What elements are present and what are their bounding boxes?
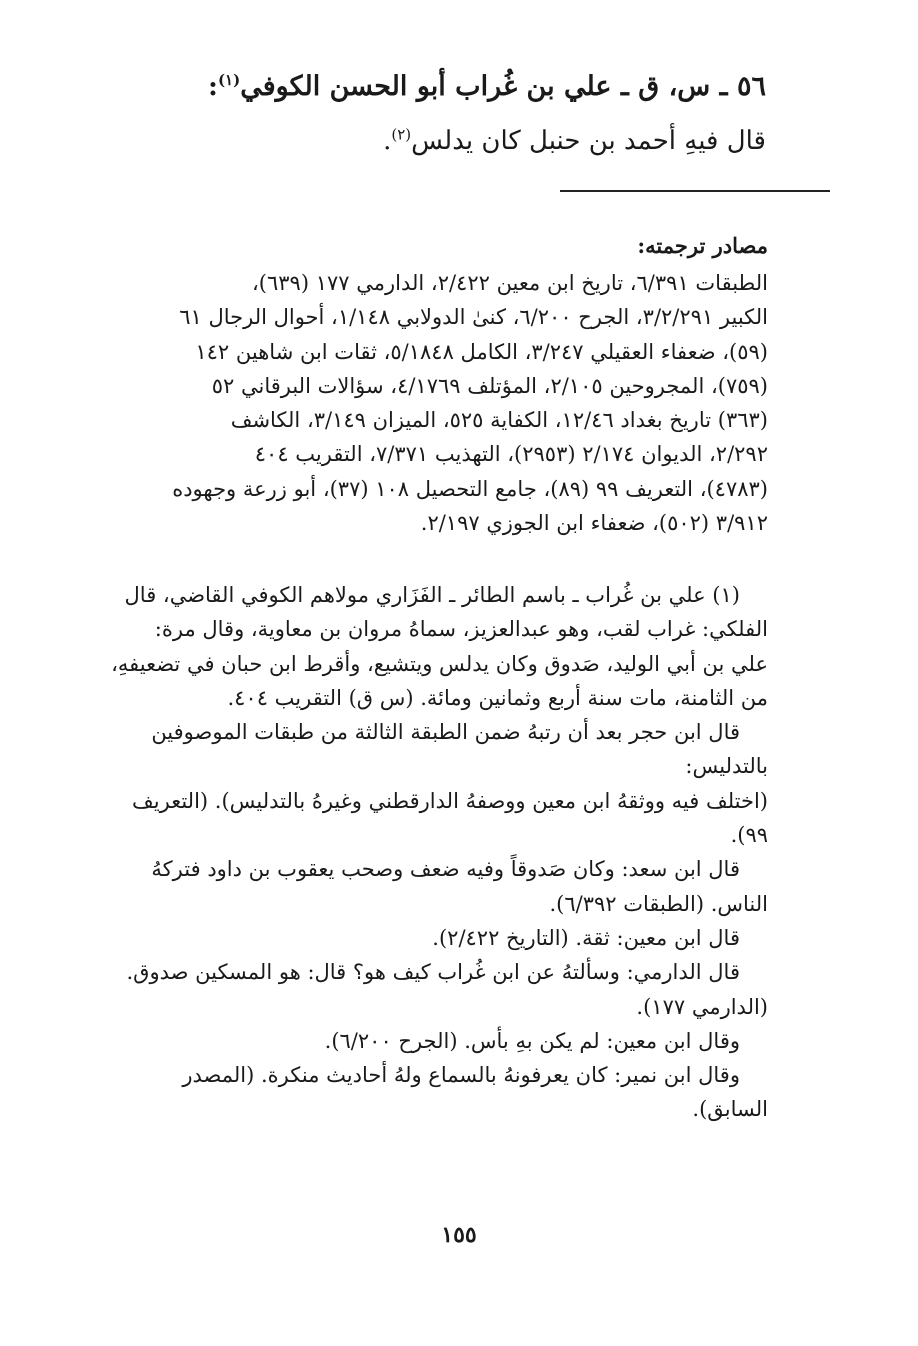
entry-heading-text: ٥٦ ـ س، ق ـ علي بن غُراب أبو الحسن الكوفي (240, 71, 766, 102)
footnote-line: (١) علي بن غُراب ـ باسم الطائر ـ الفَزَاري مولاهم الكوفي القاضي، قال (124, 583, 740, 607)
sources-list (78, 266, 768, 540)
sources-line: الكبير ٣/٢/٢٩١، الجرح ٦/٢٠٠، كنىٰ الدولابي ١/١٤٨، أحوال الرجال ٦١ (179, 305, 768, 330)
page-number: ١٥٥ (441, 1222, 477, 1248)
footnote-line: الناس. (الطبقات ٦/٣٩٢). (549, 891, 768, 916)
sources-line: (٣٦٣) تاريخ بغداد ١٢/٤٦، الكفاية ٥٢٥، الميزان ٣/١٤٩، الكاشف (230, 408, 768, 433)
entry-heading-suffix: : (207, 71, 218, 102)
footnote-line: السابق). (692, 1097, 768, 1122)
footnote-line: من الثامنة، مات سنة أربع وثمانين ومائة. (س ق) التقريب ٤٠٤. (227, 685, 768, 710)
sources-line: ٢/٢٩٢، الديوان ٢/١٧٤ (٢٩٥٣)، التهذيب ٧/٣٧١، التقريب ٤٠٤ (254, 442, 768, 467)
footnote-line: قال الدارمي: وسألتهُ عن ابن غُراب كيف هو؟ قال: هو المسكين صدوق. (126, 960, 740, 985)
sources-title: مصادر ترجمته: (637, 233, 768, 258)
entry-statement-suffix: . (383, 126, 392, 156)
sources-line: (٤٧٨٣)، التعريف ٩٩ (٨٩)، جامع التحصيل ١٠٨ (٣٧)، أبو زرعة وجهوده (172, 476, 768, 501)
footnote-line: (الدارمي ١٧٧). (636, 994, 768, 1019)
footnote-line: قال ابن حجر بعد أن رتبهُ ضمن الطبقة الثالثة من طبقات الموصوفين (151, 720, 740, 745)
footnote-line: وقال ابن معين: لم يكن بهِ بأس. (الجرح ٦/٢٠٠). (324, 1028, 740, 1053)
entry-statement (126, 124, 766, 158)
entry-statement-text: قال فيهِ أحمد بن حنبل كان يدلس (411, 126, 766, 156)
footnote-line: علي بن أبي الوليد، صَدوق وكان يدلس ويتشيع، وأقرط ابن حبان في تضعيفهِ، (111, 651, 768, 676)
footnote-line: الفلكي: غراب لقب، وهو عبدالعزيز، سماهُ مروان بن معاوية، وقال مرة: (154, 617, 768, 642)
footnote-line: (اختلف فيه ووثقهُ ابن معين ووصفهُ الدارقطني وغيرهُ بالتدليس). (التعريف (132, 788, 768, 813)
sources-line: الطبقات ٦/٣٩١، تاريخ ابن معين ٢/٤٢٢، الدارمي ١٧٧ (٦٣٩)، (252, 271, 768, 295)
footnote-line: وقال ابن نمير: كان يعرفونهُ بالسماع ولهُ أحاديث منكرة. (المصدر (182, 1063, 740, 1088)
footnote-line: بالتدليس: (685, 754, 768, 779)
footnote-marker-1[interactable]: (١) (217, 71, 241, 89)
footnote-line: قال ابن سعد: وكان صَدوقاً وفيه ضعف وصحب يعقوب بن داود فتركهُ (151, 857, 740, 882)
sources-line: ٣/٩١٢ (٥٠٢)، ضعفاء ابن الجوزي ٢/١٩٧. (420, 511, 768, 536)
footnote-line: ٩٩). (730, 823, 768, 848)
footnotes (78, 578, 768, 1127)
sources-line: (٧٥٩)، المجروحين ٢/١٠٥، المؤتلف ٤/١٧٦٩، سؤالات البرقاني ٥٢ (211, 373, 768, 398)
footnote-divider (560, 190, 830, 192)
footnote-marker-2[interactable]: (٢) (391, 125, 412, 144)
sources-line: (٥٩)، ضعفاء العقيلي ٣/٢٤٧، الكامل ٥/١٨٤٨، ثقات ابن شاهين ١٤٢ (195, 339, 768, 364)
entry-heading (126, 70, 766, 104)
footnote-line: قال ابن معين: ثقة. (التاريخ ٢/٤٢٢). (432, 925, 740, 950)
